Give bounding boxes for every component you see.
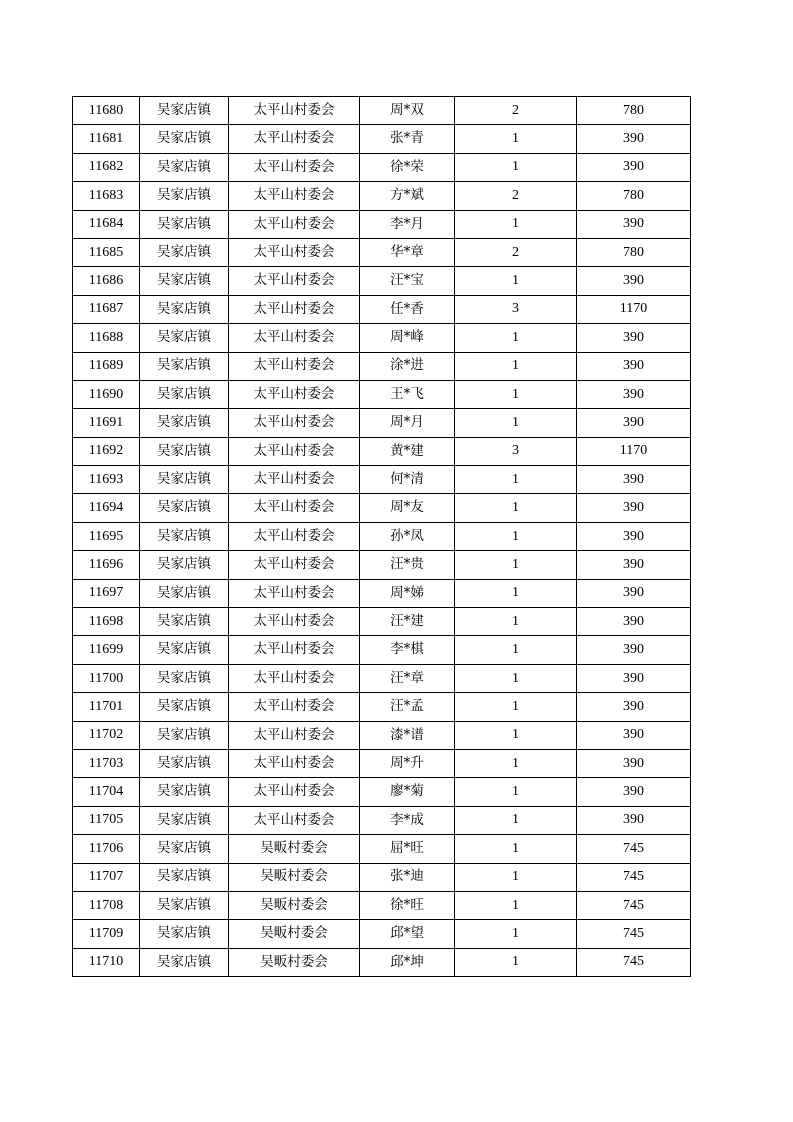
- table-row: [73, 721, 691, 749]
- village-committee-cell: 太平山村委会: [229, 380, 360, 408]
- person-count-cell: 1: [455, 608, 577, 636]
- person-count-cell: 1: [455, 863, 577, 891]
- person-count-cell: 1: [455, 153, 577, 181]
- village-committee-cell: 太平山村委会: [229, 608, 360, 636]
- record-number-cell: 11692: [73, 437, 140, 465]
- record-number-cell: 11710: [73, 948, 140, 976]
- amount-cell: 390: [577, 608, 691, 636]
- person-name-cell: 漆*谱: [360, 721, 455, 749]
- town-cell: 吴家店镇: [140, 693, 229, 721]
- person-name-cell: 何*清: [360, 466, 455, 494]
- person-count-cell: 1: [455, 749, 577, 777]
- amount-cell: 390: [577, 522, 691, 550]
- table-row: [73, 494, 691, 522]
- amount-cell: 390: [577, 693, 691, 721]
- person-name-cell: 周*升: [360, 749, 455, 777]
- person-name-cell: 廖*菊: [360, 778, 455, 806]
- village-committee-cell: 太平山村委会: [229, 125, 360, 153]
- person-name-cell: 华*章: [360, 238, 455, 266]
- table-row: [73, 749, 691, 777]
- amount-cell: 390: [577, 352, 691, 380]
- record-number-cell: 11697: [73, 579, 140, 607]
- amount-cell: 390: [577, 125, 691, 153]
- person-name-cell: 孙*凤: [360, 522, 455, 550]
- person-name-cell: 李*成: [360, 806, 455, 834]
- person-name-cell: 汪*贵: [360, 551, 455, 579]
- amount-cell: 390: [577, 579, 691, 607]
- table-row: [73, 238, 691, 266]
- table-row: [73, 153, 691, 181]
- person-name-cell: 汪*章: [360, 664, 455, 692]
- table-row: [73, 409, 691, 437]
- town-cell: 吴家店镇: [140, 891, 229, 919]
- village-committee-cell: 太平山村委会: [229, 97, 360, 125]
- table-row: [73, 948, 691, 976]
- record-number-cell: 11709: [73, 920, 140, 948]
- town-cell: 吴家店镇: [140, 579, 229, 607]
- table-row: [73, 437, 691, 465]
- table-row: [73, 551, 691, 579]
- person-count-cell: 1: [455, 125, 577, 153]
- person-count-cell: 1: [455, 636, 577, 664]
- village-committee-cell: 太平山村委会: [229, 153, 360, 181]
- person-name-cell: 黄*建: [360, 437, 455, 465]
- table-row: [73, 579, 691, 607]
- village-committee-cell: 太平山村委会: [229, 295, 360, 323]
- amount-cell: 390: [577, 494, 691, 522]
- person-count-cell: 1: [455, 721, 577, 749]
- amount-cell: 745: [577, 948, 691, 976]
- person-name-cell: 张*迪: [360, 863, 455, 891]
- person-count-cell: 1: [455, 920, 577, 948]
- person-count-cell: 1: [455, 409, 577, 437]
- record-number-cell: 11695: [73, 522, 140, 550]
- person-name-cell: 汪*建: [360, 608, 455, 636]
- amount-cell: 745: [577, 835, 691, 863]
- record-number-cell: 11705: [73, 806, 140, 834]
- table-row: [73, 324, 691, 352]
- person-name-cell: 徐*荣: [360, 153, 455, 181]
- table-row: [73, 920, 691, 948]
- person-name-cell: 周*双: [360, 97, 455, 125]
- record-number-cell: 11685: [73, 238, 140, 266]
- table-row: [73, 295, 691, 323]
- amount-cell: 390: [577, 551, 691, 579]
- person-name-cell: 任*香: [360, 295, 455, 323]
- record-number-cell: 11690: [73, 380, 140, 408]
- person-count-cell: 1: [455, 891, 577, 919]
- record-number-cell: 11699: [73, 636, 140, 664]
- record-number-cell: 11701: [73, 693, 140, 721]
- person-name-cell: 屈*旺: [360, 835, 455, 863]
- town-cell: 吴家店镇: [140, 295, 229, 323]
- table-row: [73, 267, 691, 295]
- amount-cell: 390: [577, 664, 691, 692]
- town-cell: 吴家店镇: [140, 522, 229, 550]
- town-cell: 吴家店镇: [140, 863, 229, 891]
- village-committee-cell: 太平山村委会: [229, 693, 360, 721]
- person-name-cell: 方*斌: [360, 182, 455, 210]
- village-committee-cell: 太平山村委会: [229, 324, 360, 352]
- town-cell: 吴家店镇: [140, 352, 229, 380]
- town-cell: 吴家店镇: [140, 210, 229, 238]
- person-name-cell: 周*峰: [360, 324, 455, 352]
- record-number-cell: 11684: [73, 210, 140, 238]
- village-committee-cell: 太平山村委会: [229, 182, 360, 210]
- table-row: [73, 380, 691, 408]
- amount-cell: 745: [577, 891, 691, 919]
- person-name-cell: 邱*坤: [360, 948, 455, 976]
- village-committee-cell: 太平山村委会: [229, 664, 360, 692]
- person-count-cell: 1: [455, 693, 577, 721]
- town-cell: 吴家店镇: [140, 238, 229, 266]
- record-number-cell: 11680: [73, 97, 140, 125]
- village-committee-cell: 吴畈村委会: [229, 891, 360, 919]
- village-committee-cell: 太平山村委会: [229, 437, 360, 465]
- amount-cell: 390: [577, 806, 691, 834]
- person-name-cell: 王*飞: [360, 380, 455, 408]
- person-name-cell: 涂*进: [360, 352, 455, 380]
- table-row: [73, 693, 691, 721]
- person-count-cell: 3: [455, 295, 577, 323]
- village-committee-cell: 吴畈村委会: [229, 863, 360, 891]
- amount-cell: 390: [577, 409, 691, 437]
- table-row: [73, 835, 691, 863]
- person-count-cell: 1: [455, 352, 577, 380]
- town-cell: 吴家店镇: [140, 466, 229, 494]
- record-number-cell: 11683: [73, 182, 140, 210]
- table-row: [73, 182, 691, 210]
- record-number-cell: 11696: [73, 551, 140, 579]
- town-cell: 吴家店镇: [140, 409, 229, 437]
- village-committee-cell: 太平山村委会: [229, 210, 360, 238]
- table-row: [73, 210, 691, 238]
- amount-cell: 1170: [577, 437, 691, 465]
- amount-cell: 780: [577, 182, 691, 210]
- town-cell: 吴家店镇: [140, 494, 229, 522]
- record-number-cell: 11687: [73, 295, 140, 323]
- village-committee-cell: 太平山村委会: [229, 522, 360, 550]
- town-cell: 吴家店镇: [140, 920, 229, 948]
- record-number-cell: 11703: [73, 749, 140, 777]
- person-name-cell: 徐*旺: [360, 891, 455, 919]
- village-committee-cell: 太平山村委会: [229, 238, 360, 266]
- village-committee-cell: 吴畈村委会: [229, 920, 360, 948]
- town-cell: 吴家店镇: [140, 267, 229, 295]
- person-name-cell: 汪*孟: [360, 693, 455, 721]
- village-committee-cell: 吴畈村委会: [229, 835, 360, 863]
- person-count-cell: 1: [455, 579, 577, 607]
- person-count-cell: 1: [455, 522, 577, 550]
- town-cell: 吴家店镇: [140, 636, 229, 664]
- table-row: [73, 125, 691, 153]
- village-committee-cell: 太平山村委会: [229, 636, 360, 664]
- roster-table: [72, 96, 691, 977]
- town-cell: 吴家店镇: [140, 664, 229, 692]
- table-row: [73, 608, 691, 636]
- person-count-cell: 1: [455, 778, 577, 806]
- town-cell: 吴家店镇: [140, 380, 229, 408]
- village-committee-cell: 太平山村委会: [229, 494, 360, 522]
- person-name-cell: 周*友: [360, 494, 455, 522]
- person-count-cell: 1: [455, 835, 577, 863]
- amount-cell: 780: [577, 97, 691, 125]
- person-name-cell: 李*棋: [360, 636, 455, 664]
- village-committee-cell: 太平山村委会: [229, 778, 360, 806]
- amount-cell: 390: [577, 153, 691, 181]
- table-row: [73, 664, 691, 692]
- village-committee-cell: 太平山村委会: [229, 806, 360, 834]
- person-count-cell: 1: [455, 664, 577, 692]
- town-cell: 吴家店镇: [140, 749, 229, 777]
- record-number-cell: 11707: [73, 863, 140, 891]
- person-name-cell: 李*月: [360, 210, 455, 238]
- town-cell: 吴家店镇: [140, 125, 229, 153]
- table-row: [73, 778, 691, 806]
- town-cell: 吴家店镇: [140, 97, 229, 125]
- record-number-cell: 11702: [73, 721, 140, 749]
- person-count-cell: 3: [455, 437, 577, 465]
- record-number-cell: 11682: [73, 153, 140, 181]
- village-committee-cell: 太平山村委会: [229, 749, 360, 777]
- amount-cell: 745: [577, 863, 691, 891]
- town-cell: 吴家店镇: [140, 608, 229, 636]
- person-name-cell: 汪*宝: [360, 267, 455, 295]
- village-committee-cell: 吴畈村委会: [229, 948, 360, 976]
- town-cell: 吴家店镇: [140, 324, 229, 352]
- person-name-cell: 周*月: [360, 409, 455, 437]
- village-committee-cell: 太平山村委会: [229, 579, 360, 607]
- person-name-cell: 邱*望: [360, 920, 455, 948]
- town-cell: 吴家店镇: [140, 153, 229, 181]
- amount-cell: 745: [577, 920, 691, 948]
- town-cell: 吴家店镇: [140, 806, 229, 834]
- roster-table-body: [73, 97, 691, 977]
- amount-cell: 390: [577, 721, 691, 749]
- record-number-cell: 11704: [73, 778, 140, 806]
- record-number-cell: 11694: [73, 494, 140, 522]
- amount-cell: 390: [577, 749, 691, 777]
- table-row: [73, 863, 691, 891]
- village-committee-cell: 太平山村委会: [229, 352, 360, 380]
- record-number-cell: 11691: [73, 409, 140, 437]
- person-count-cell: 1: [455, 324, 577, 352]
- table-row: [73, 522, 691, 550]
- person-name-cell: 周*娣: [360, 579, 455, 607]
- table-row: [73, 636, 691, 664]
- table-row: [73, 806, 691, 834]
- record-number-cell: 11693: [73, 466, 140, 494]
- record-number-cell: 11689: [73, 352, 140, 380]
- amount-cell: 390: [577, 324, 691, 352]
- person-count-cell: 1: [455, 806, 577, 834]
- village-committee-cell: 太平山村委会: [229, 409, 360, 437]
- amount-cell: 390: [577, 778, 691, 806]
- table-row: [73, 466, 691, 494]
- record-number-cell: 11700: [73, 664, 140, 692]
- amount-cell: 1170: [577, 295, 691, 323]
- record-number-cell: 11688: [73, 324, 140, 352]
- record-number-cell: 11681: [73, 125, 140, 153]
- record-number-cell: 11708: [73, 891, 140, 919]
- person-count-cell: 2: [455, 238, 577, 266]
- person-count-cell: 2: [455, 182, 577, 210]
- town-cell: 吴家店镇: [140, 835, 229, 863]
- amount-cell: 390: [577, 636, 691, 664]
- person-count-cell: 1: [455, 551, 577, 579]
- person-count-cell: 1: [455, 380, 577, 408]
- record-number-cell: 11698: [73, 608, 140, 636]
- person-count-cell: 1: [455, 948, 577, 976]
- amount-cell: 390: [577, 267, 691, 295]
- town-cell: 吴家店镇: [140, 778, 229, 806]
- town-cell: 吴家店镇: [140, 551, 229, 579]
- village-committee-cell: 太平山村委会: [229, 721, 360, 749]
- village-committee-cell: 太平山村委会: [229, 267, 360, 295]
- person-count-cell: 1: [455, 210, 577, 238]
- amount-cell: 390: [577, 210, 691, 238]
- person-count-cell: 2: [455, 97, 577, 125]
- table-row: [73, 97, 691, 125]
- amount-cell: 390: [577, 380, 691, 408]
- person-count-cell: 1: [455, 494, 577, 522]
- person-name-cell: 张*青: [360, 125, 455, 153]
- town-cell: 吴家店镇: [140, 182, 229, 210]
- person-count-cell: 1: [455, 267, 577, 295]
- record-number-cell: 11686: [73, 267, 140, 295]
- village-committee-cell: 太平山村委会: [229, 466, 360, 494]
- person-count-cell: 1: [455, 466, 577, 494]
- table-row: [73, 891, 691, 919]
- town-cell: 吴家店镇: [140, 948, 229, 976]
- record-number-cell: 11706: [73, 835, 140, 863]
- village-committee-cell: 太平山村委会: [229, 551, 360, 579]
- amount-cell: 390: [577, 466, 691, 494]
- town-cell: 吴家店镇: [140, 721, 229, 749]
- table-row: [73, 352, 691, 380]
- town-cell: 吴家店镇: [140, 437, 229, 465]
- amount-cell: 780: [577, 238, 691, 266]
